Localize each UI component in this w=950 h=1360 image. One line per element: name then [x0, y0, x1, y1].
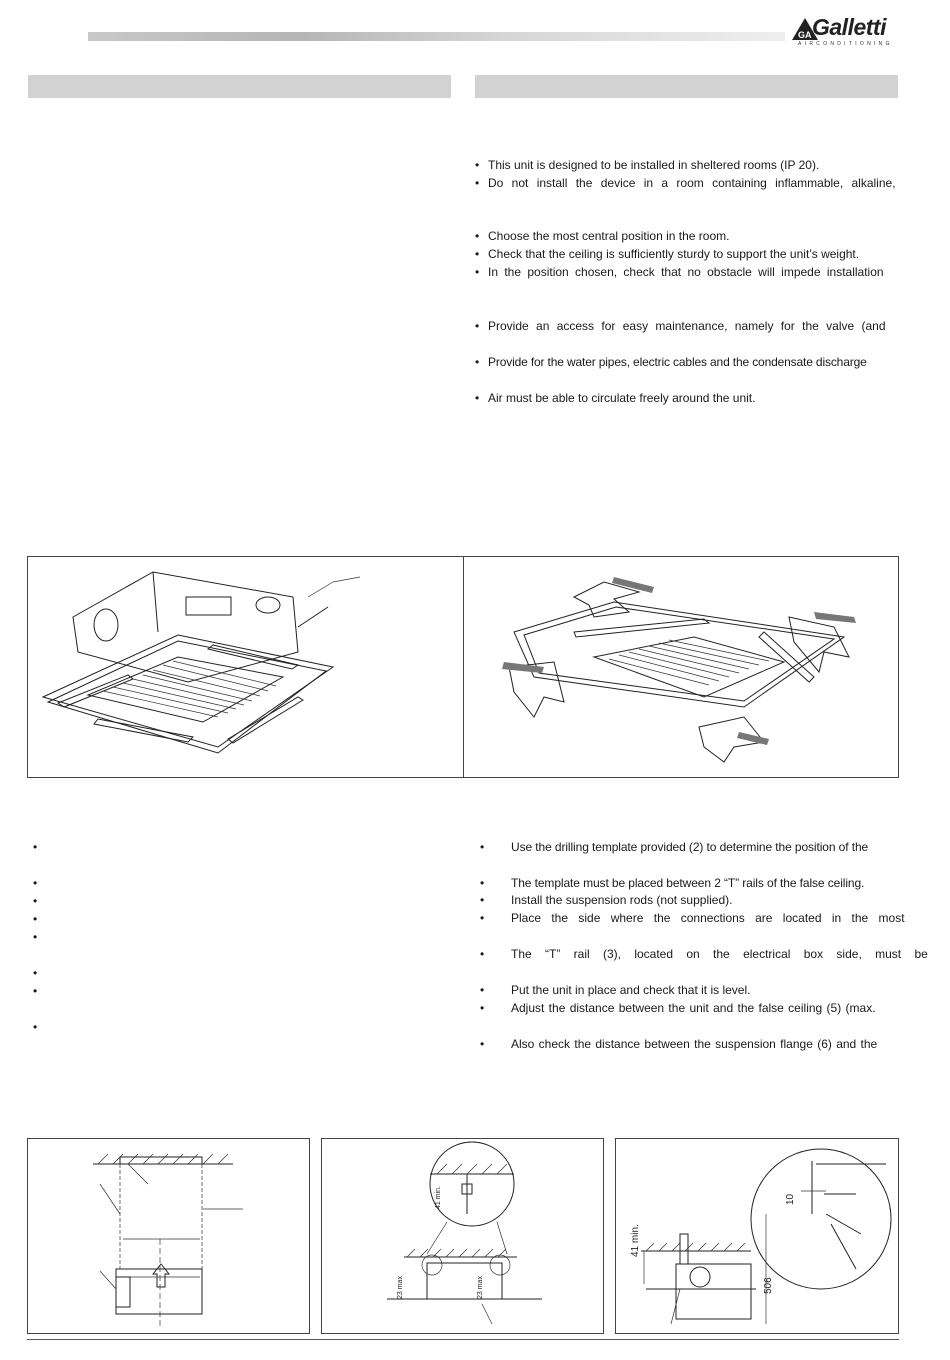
svg-text:GA: GA	[798, 30, 812, 40]
dim-10-label: 10	[785, 1193, 796, 1205]
bullet: •	[475, 355, 480, 369]
bullet: •	[33, 966, 38, 980]
list-item: Put the unit in place and check that it is level.	[511, 983, 751, 997]
flange-drawing	[616, 1139, 898, 1333]
brand-logo	[790, 14, 902, 48]
bullet: •	[475, 247, 480, 261]
airflow-arrows	[502, 577, 856, 762]
header-gradient-bar	[88, 32, 785, 41]
figure-suspension-rods	[27, 1138, 310, 1334]
bullet: •	[475, 229, 480, 243]
grille-lines	[103, 661, 276, 717]
bullet: •	[33, 894, 38, 908]
bullet: •	[480, 840, 485, 854]
bullet: •	[480, 876, 485, 890]
bullet: •	[480, 893, 485, 907]
list-item: Place the side where the connections are located in the most	[511, 911, 905, 925]
dim-23max-left: 23 max	[397, 1276, 404, 1299]
bullet: •	[475, 319, 480, 333]
false-ceiling-drawing	[322, 1139, 603, 1333]
grille-lines	[609, 640, 769, 685]
brand-name: Galletti	[812, 14, 886, 40]
list-item: Provide an access for easy maintenance, namely for the valve (and	[488, 319, 886, 333]
brand-tagline: AIRCONDITIONING	[798, 41, 893, 47]
bullet: •	[33, 1020, 38, 1034]
bullet: •	[480, 983, 485, 997]
list-item: Also check the distance between the suspension flange (6) and the	[511, 1037, 878, 1051]
list-item: This unit is designed to be installed in sheltered rooms (IP 20).	[488, 158, 820, 172]
cassette-unit-drawing	[28, 557, 463, 777]
list-item: Choose the most central position in the room.	[488, 229, 730, 243]
dim-41min-side: 41 min.	[630, 1224, 641, 1257]
dim-41min-label: 41 min.	[435, 1186, 442, 1209]
bullet: •	[480, 911, 485, 925]
list-item: The template must be placed between 2 “T” rails of the false ceiling.	[511, 876, 865, 890]
list-item: In the position chosen, check that no obstacle will impede installation	[488, 265, 884, 279]
dim-23max-right: 23 max	[477, 1276, 484, 1299]
list-item: Install the suspension rods (not supplied).	[511, 893, 733, 907]
bullet: •	[33, 912, 38, 926]
list-item: Do not install the device in a room containing inflammable, alkaline,	[488, 176, 896, 190]
footer-rule	[27, 1339, 899, 1340]
bullet: •	[33, 840, 38, 854]
list-item: Use the drilling template provided (2) to determine the position of the	[511, 840, 869, 854]
bullet: •	[33, 984, 38, 998]
figure-flange-distance	[615, 1138, 899, 1334]
bullet: •	[480, 1001, 485, 1015]
bullet: •	[475, 265, 480, 279]
list-item: Check that the ceiling is sufficiently sturdy to support the unit’s weight.	[488, 247, 860, 261]
suspension-drawing	[28, 1139, 309, 1333]
left-section-header-bar	[28, 75, 451, 98]
bullet: •	[480, 1037, 485, 1051]
list-item: Adjust the distance between the unit and the false ceiling (5) (max.	[511, 1001, 876, 1015]
airflow-drawing	[464, 557, 898, 777]
list-item: Provide for the water pipes, electric cables and the condensate discharge	[488, 355, 867, 369]
bullet: •	[475, 158, 480, 172]
right-section-header-bar	[475, 75, 898, 98]
figure-unit-perspective	[27, 556, 464, 778]
bullet: •	[33, 876, 38, 890]
figure-airflow-directions	[463, 556, 899, 778]
bullet: •	[475, 391, 480, 405]
figure-false-ceiling-distance	[321, 1138, 604, 1334]
bullet: •	[480, 947, 485, 961]
list-item: The “T” rail (3), located on the electrical box side, must be	[511, 947, 928, 961]
list-item: Air must be able to circulate freely around the unit.	[488, 391, 756, 405]
bullet: •	[475, 176, 480, 190]
dim-506-label: 506	[763, 1277, 774, 1294]
bullet: •	[33, 930, 38, 944]
